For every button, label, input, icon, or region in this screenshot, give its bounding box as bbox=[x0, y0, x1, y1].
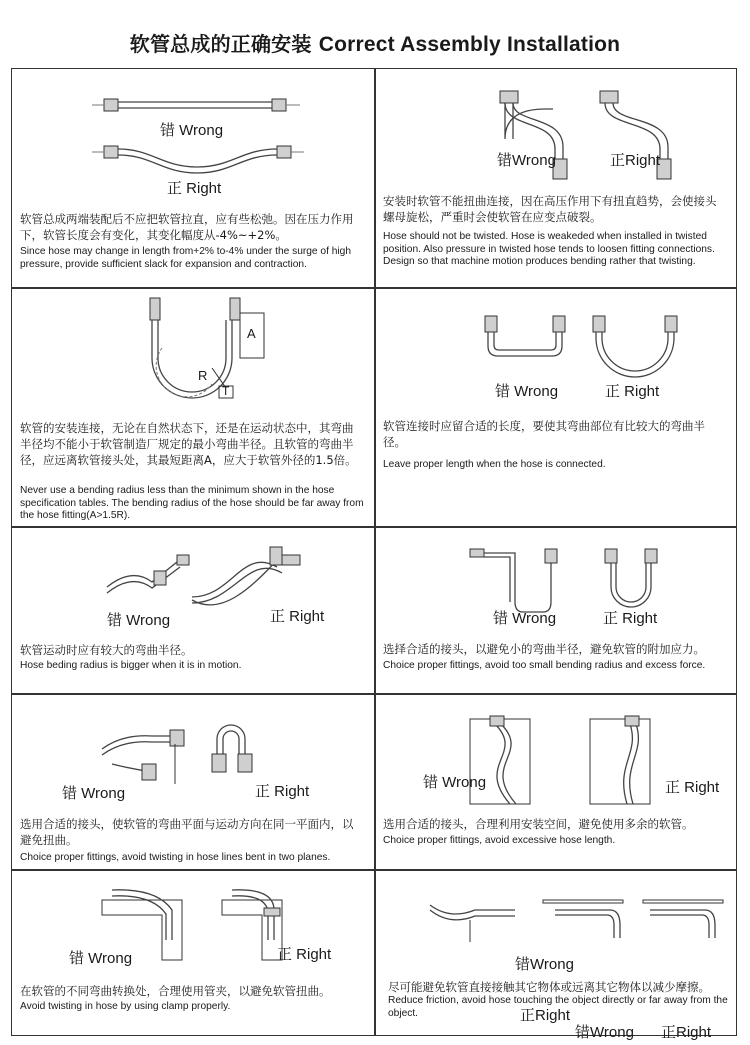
label-wrong: 错 Wrong bbox=[423, 774, 487, 791]
label-right: 正 Right bbox=[277, 946, 332, 963]
instruction-en: Since hose may change in length from+2% to-4% under the surge of high pressure, provide sufficient slack for expansion and contraction. bbox=[20, 246, 352, 270]
instruction-cn: 选用合适的接头，合理利用安装空间，避免使用多余的软管。 bbox=[383, 817, 694, 831]
label-wrong: 错 Wrong bbox=[69, 950, 133, 967]
label-wrong: 错 Wrong bbox=[495, 383, 559, 400]
label-wrong: 错 Wrong bbox=[160, 122, 224, 139]
label-wrong: 错 Wrong bbox=[62, 785, 126, 802]
instruction-cn: 在软管的不同弯曲转换处，合理使用管夹，以避免软管扭曲。 bbox=[20, 984, 331, 998]
cell-length bbox=[375, 288, 737, 526]
label-wrong-top: 错Wrong bbox=[515, 956, 574, 973]
twist-illustration bbox=[375, 69, 737, 189]
instruction-cn: 选用合适的接头，使软管的弯曲平面与运动方向在同一平面内，以避免扭曲。 bbox=[20, 817, 354, 847]
instruction-cn: 软管的安装连接，无论在自然状态下，还是在运动状态中，其弯曲半径均不能小于软管制造厂规定的最小弯曲半径。且软管的弯曲半径，应远离软管接头处，其最短距离A，应大于软管外径的1.5倍。 bbox=[20, 421, 357, 467]
friction-instruction-cn: 尽可能避免软管直接接触其它物体或远离其它物体以减少摩擦。 bbox=[388, 980, 710, 994]
cell-twist bbox=[375, 69, 737, 287]
cell-motion bbox=[12, 527, 374, 693]
label-a: A bbox=[247, 326, 256, 341]
instruction-en: Leave proper length when the hose is connected. bbox=[383, 459, 606, 470]
cell-slack bbox=[12, 69, 374, 287]
cell-bend-radius bbox=[12, 288, 374, 526]
cell-two-planes bbox=[12, 694, 374, 869]
title-cn: 软管总成的正确安装 bbox=[129, 32, 312, 56]
label-r: R bbox=[198, 368, 208, 383]
instruction-cn: 软管连接时应留合适的长度，要使其弯曲部位有比较大的弯曲半径。 bbox=[383, 419, 705, 449]
page-title bbox=[0, 28, 750, 57]
instruction-cn: 软管运动时应有较大的弯曲半径。 bbox=[20, 643, 193, 657]
label-right: 正Right bbox=[610, 152, 661, 169]
label-right-middle: 正Right bbox=[520, 1007, 571, 1024]
cell-excess-length bbox=[375, 694, 737, 869]
label-wrong: 错Wrong bbox=[497, 152, 556, 169]
instruction-en: Choice proper fittings, avoid twisting in hose lines bent in two planes. bbox=[20, 852, 331, 863]
title-en: Correct Assembly Installation bbox=[318, 33, 621, 56]
label-right: 正 Right bbox=[665, 779, 720, 796]
bend-radius-illustration bbox=[12, 288, 374, 413]
label-right-bottom: 正Right bbox=[661, 1024, 712, 1041]
instruction-en: Avoid twisting in hose by using clamp properly. bbox=[20, 1001, 231, 1012]
label-right: 正 Right bbox=[167, 180, 222, 197]
instruction-en: Choice proper fittings, avoid too small bending radius and excess force. bbox=[383, 660, 706, 671]
instruction-en: Hose should not be twisted. Hose is weakeded when installed in twisted position. Also pressure in twisted hose tends to loosen fitting connections. Design so that machine motion produces bending rather that twisting. bbox=[383, 231, 715, 267]
instruction-en: Choice proper fittings, avoid excessive hose length. bbox=[383, 835, 616, 846]
instruction-cn: 安装时软管不能扭曲连接，因在高压作用下有扭直趋势，会使接头螺母旋松，严重时会使软管在应变点破裂。 bbox=[383, 194, 717, 224]
label-wrong: 错 Wrong bbox=[107, 612, 171, 629]
label-t: T bbox=[222, 384, 230, 398]
label-right: 正 Right bbox=[603, 610, 658, 627]
instruction-en: Never use a bending radius less than the minimum shown in the hose specification tables. The bending radius of the hose should be far away from the hose fitting(A>1.5R). bbox=[20, 485, 364, 521]
cell-clamp bbox=[12, 870, 374, 1036]
instruction-cn: 软管总成两端装配后不应把软管拉直，应有些松弛。因在压力作用下，软管长度会有变化，其变化幅度从-4%~+2%。 bbox=[20, 212, 354, 242]
label-wrong: 错 Wrong bbox=[493, 610, 557, 627]
instruction-en: Hose beding radius is bigger when it is in motion. bbox=[20, 660, 242, 671]
label-right: 正 Right bbox=[270, 608, 325, 625]
cell-fittings bbox=[375, 527, 737, 693]
friction-instruction-en: Reduce friction, avoid hose touching the object directly or far away from the object. bbox=[388, 995, 728, 1019]
label-wrong-bottom: 错Wrong bbox=[575, 1024, 634, 1041]
label-right: 正 Right bbox=[605, 383, 660, 400]
instruction-grid bbox=[11, 68, 737, 1041]
instruction-cn: 选择合适的接头，以避免小的弯曲半径，避免软管的附加应力。 bbox=[383, 642, 705, 656]
label-right: 正 Right bbox=[255, 783, 310, 800]
